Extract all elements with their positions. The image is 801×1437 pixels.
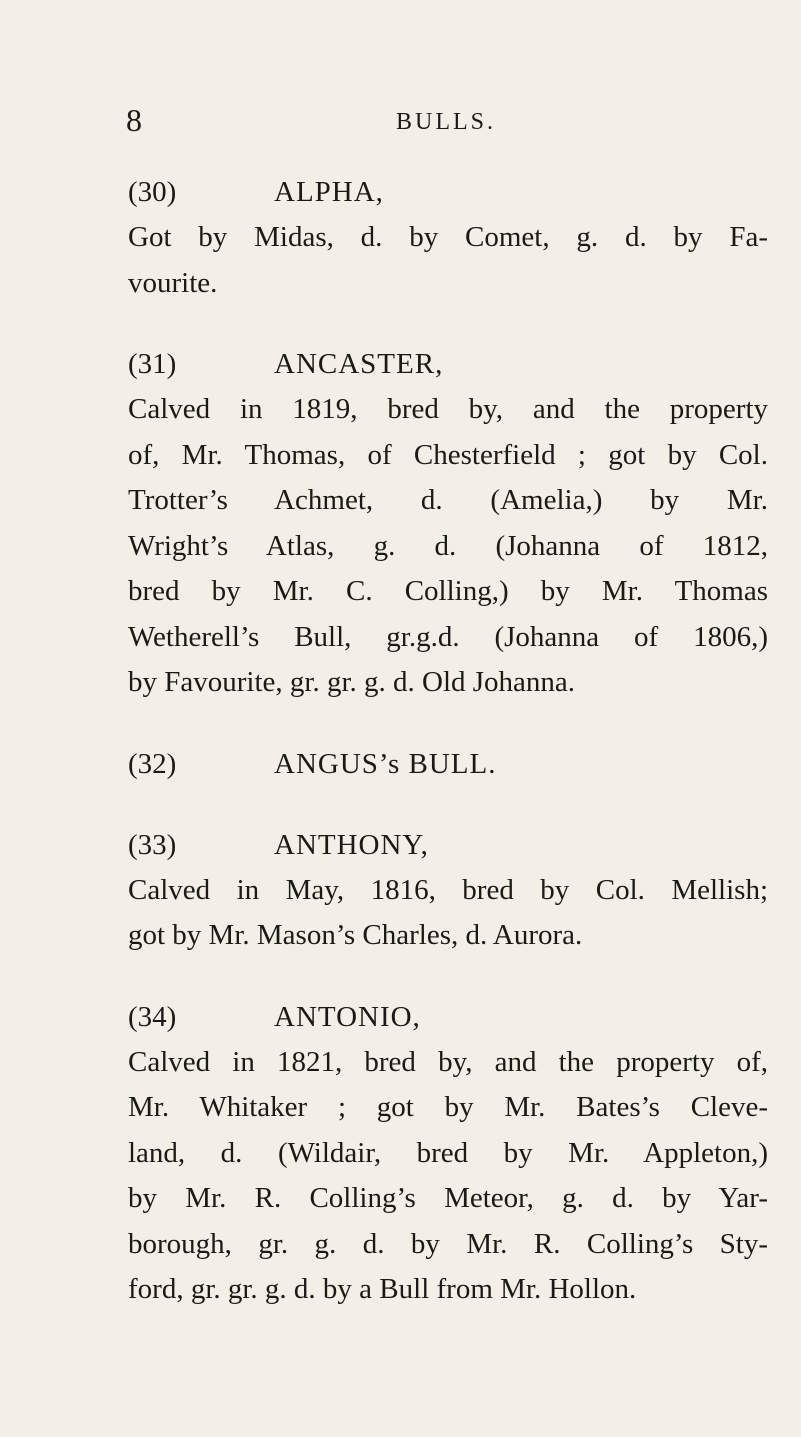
description-line: land, d. (Wildair, bred by Mr. Appleton,) xyxy=(128,1136,768,1169)
description-line: vourite. xyxy=(128,266,218,299)
bull-name: ANTONIO, xyxy=(274,1000,421,1033)
entry-description xyxy=(128,868,768,959)
page-number: 8 xyxy=(126,102,142,138)
bull-entry xyxy=(128,995,768,1313)
description-line: by Favourite, gr. gr. g. d. Old Johanna. xyxy=(128,666,576,698)
description-line: got by Mr. Mason’s Charles, d. Aurora. xyxy=(128,919,583,951)
running-head: BULLS. xyxy=(396,109,497,135)
bull-entry xyxy=(128,342,768,706)
entry-description xyxy=(128,1040,768,1313)
entry-number: (30) xyxy=(128,176,177,208)
description-line: bred by Mr. C. Colling,) by Mr. Thomas xyxy=(128,575,768,607)
entry-description xyxy=(128,215,768,306)
description-line: Trotter’s Achmet, d. (Amelia,) by Mr. xyxy=(128,484,768,516)
description-line: Mr. Whitaker ; got by Mr. Bates’s Cleve- xyxy=(128,1091,768,1123)
entry-description xyxy=(128,387,768,706)
description-line: Wright’s Atlas, g. d. (Johanna of 1812, xyxy=(128,529,768,562)
bull-entry xyxy=(128,823,768,959)
description-line: Calved in 1821, bred by, and the property of, xyxy=(128,1045,768,1078)
description-line: Got by Midas, d. by Comet, g. d. by Fa- xyxy=(128,221,768,253)
description-line: Calved in 1819, bred by, and the property xyxy=(128,393,768,425)
description-line: Wetherell’s Bull, gr.g.d. (Johanna of 1806,) xyxy=(128,620,768,653)
entry-heading xyxy=(128,995,768,1040)
description-line: ford, gr. gr. g. d. by a Bull from Mr. Hollon. xyxy=(128,1273,637,1305)
entry-number: (31) xyxy=(128,348,177,380)
entry-heading xyxy=(128,823,768,868)
page-header xyxy=(126,100,746,140)
bull-entry xyxy=(128,742,768,787)
bull-name: ANGUS’s BULL. xyxy=(274,747,497,780)
bull-name: ANCASTER, xyxy=(274,348,444,380)
description-line: by Mr. R. Colling’s Meteor, g. d. by Yar- xyxy=(128,1182,768,1214)
entry-number: (34) xyxy=(128,1000,177,1033)
entry-number: (32) xyxy=(128,747,177,780)
entry-number: (33) xyxy=(128,828,177,861)
description-line: of, Mr. Thomas, of Chesterfield ; got by Col. xyxy=(128,438,768,471)
description-line: borough, gr. g. d. by Mr. R. Colling’s Sty- xyxy=(128,1227,768,1260)
bull-entry xyxy=(128,170,768,306)
bull-name: ANTHONY, xyxy=(274,828,429,861)
bull-name: ALPHA, xyxy=(274,176,384,208)
entry-heading xyxy=(128,170,768,215)
bull-entries-list xyxy=(128,170,768,1349)
entry-heading xyxy=(128,742,768,787)
entry-heading xyxy=(128,342,768,387)
description-line: Calved in May, 1816, bred by Col. Mellish; xyxy=(128,873,768,906)
